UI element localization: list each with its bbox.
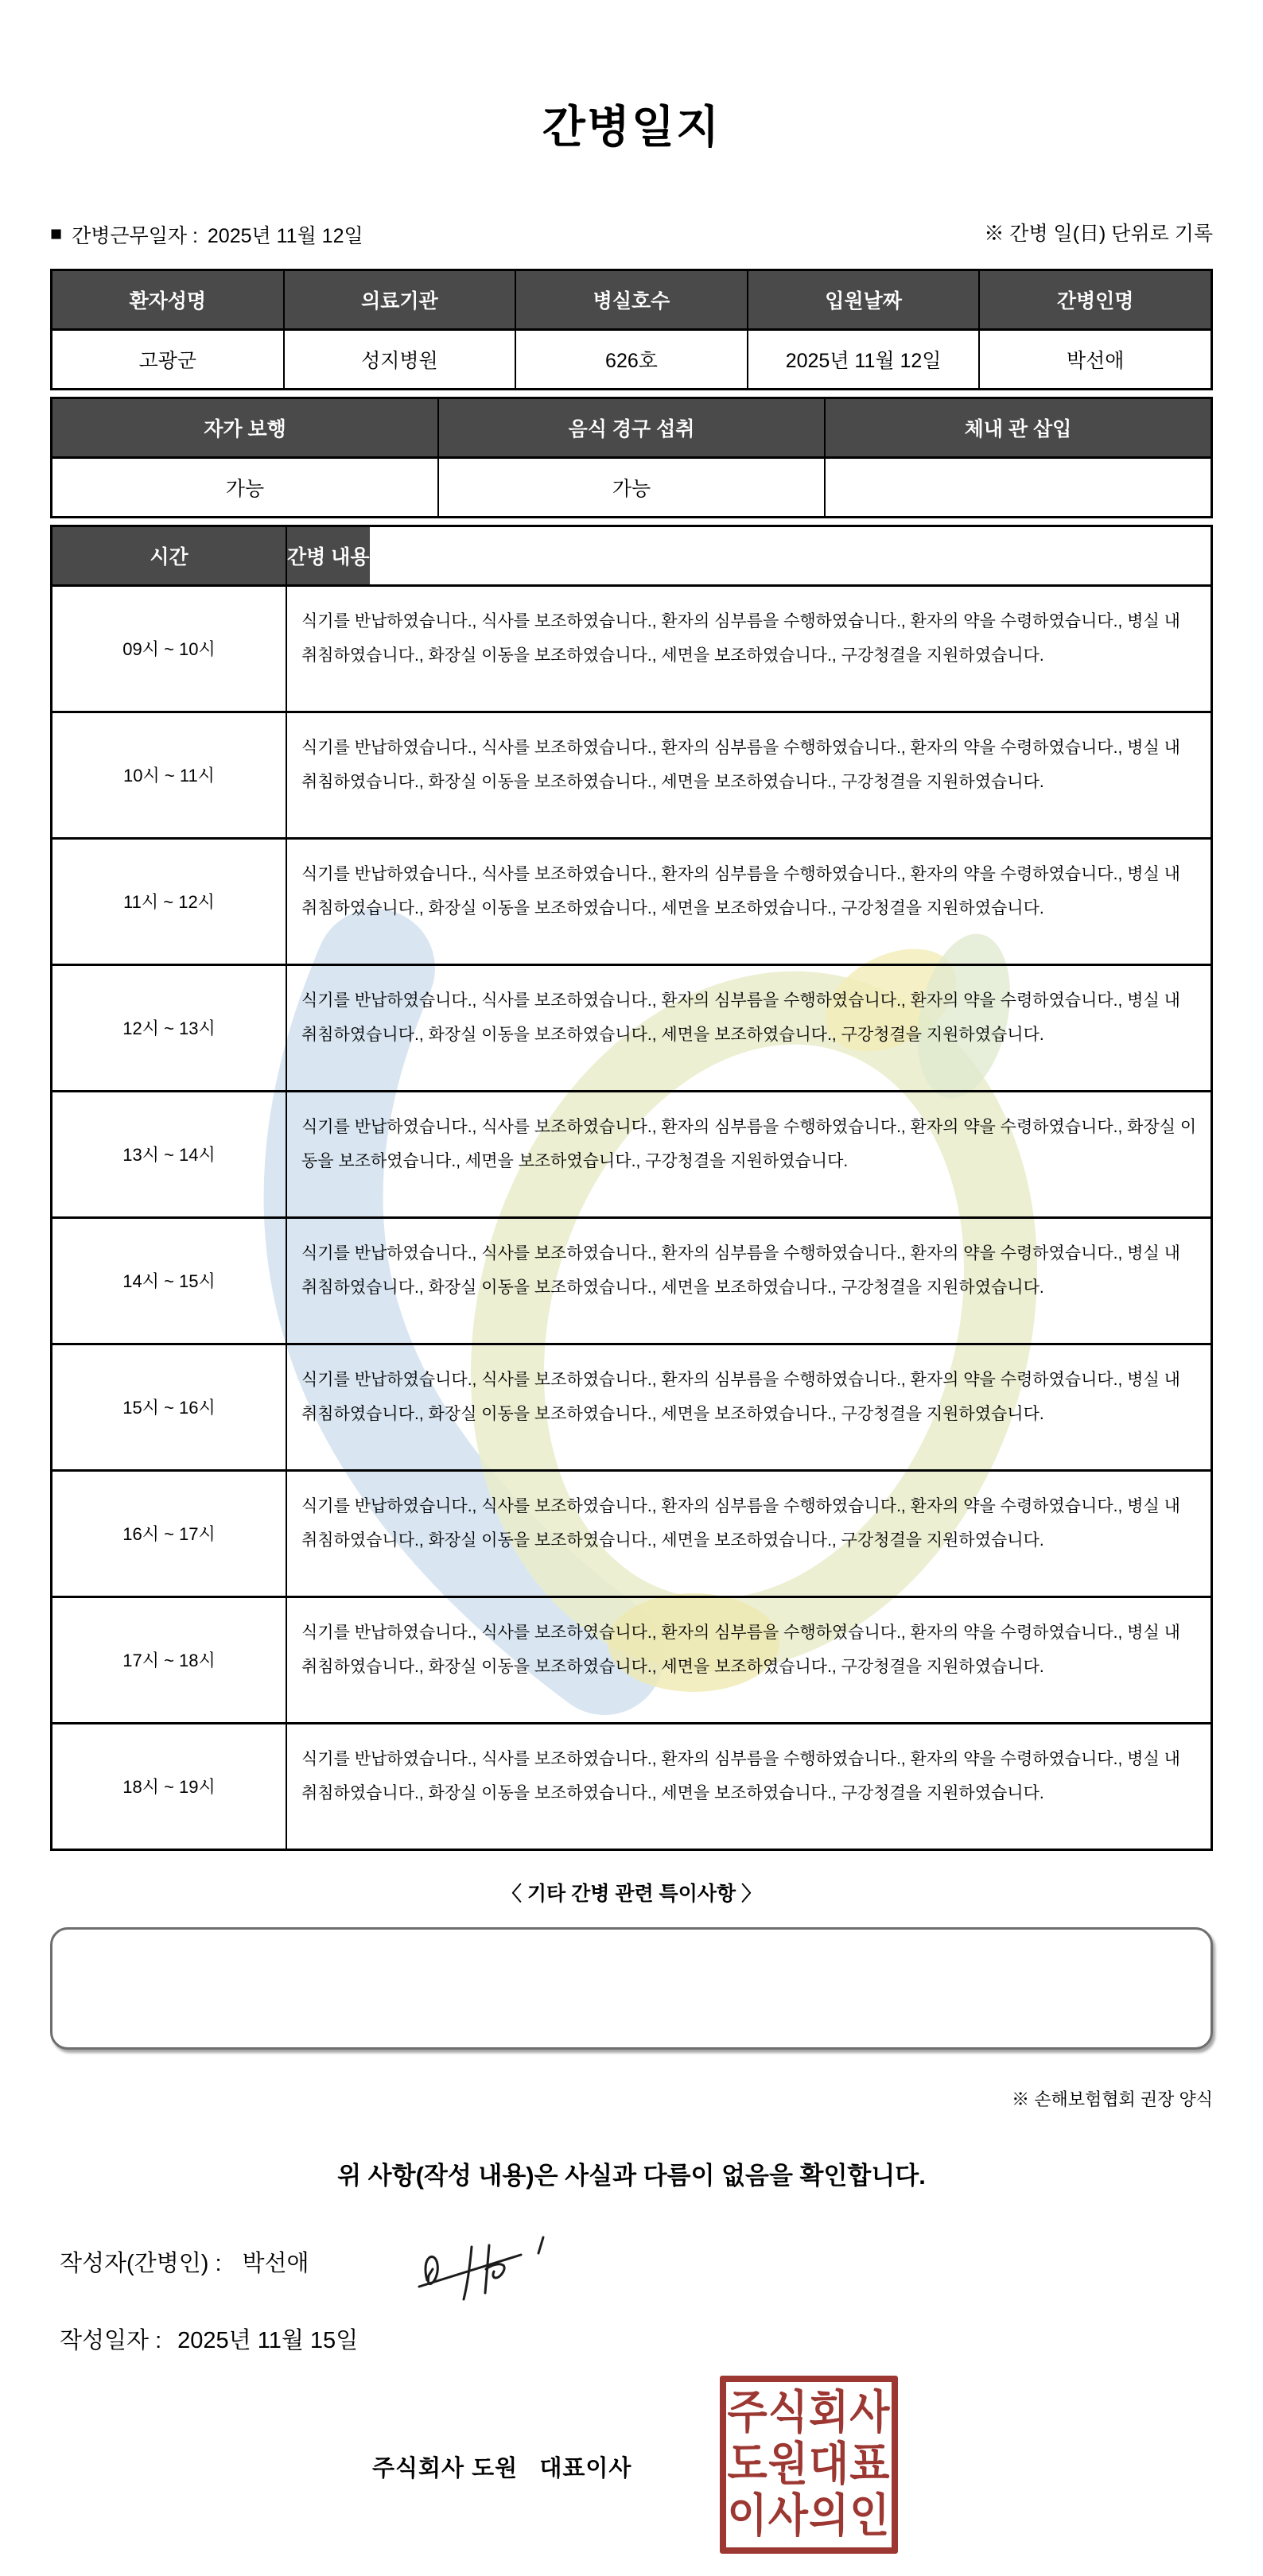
page-title: 간병일지 — [542, 102, 721, 152]
write-date-line — [50, 2322, 1213, 2355]
square-bullet-icon: ■ — [50, 223, 63, 245]
care-table-header-row — [52, 527, 1211, 584]
care-content-cell: 식기를 반납하였습니다., 식사를 보조하였습니다., 환자의 심부름을 수행하였습니다., 환자의 약을 수령하였습니다., 화장실 이동을 보조하였습니다., 세면을 보조하였습니다., 구강청결을 지원하였습니다. — [301, 1117, 1197, 1170]
header-cell-room: 병실호수 — [515, 271, 747, 328]
status-table-value-row — [52, 456, 1211, 516]
care-content-cell: 식기를 반납하였습니다., 식사를 보조하였습니다., 환자의 심부름을 수행하였습니다., 환자의 약을 수령하였습니다., 병실 내 취침하였습니다., 화장실 이동을 보조하였습니다., 세면을 보조하였습니다., 구강청결을 지원하였습니다. — [301, 738, 1180, 791]
unit-note: ※ 간병 일(日) 단위로 기록 — [984, 223, 1213, 245]
table-row — [52, 1090, 1211, 1216]
time-cell: 17시 ~ 18시 — [52, 1598, 287, 1722]
write-date-value: 2025년 11월 15일 — [177, 2327, 359, 2353]
care-content-cell: 식기를 반납하였습니다., 식사를 보조하였습니다., 환자의 심부름을 수행하였습니다., 환자의 약을 수령하였습니다., 병실 내 취침하였습니다., 화장실 이동을 보조하였습니다., 세면을 보조하였습니다., 구강청결을 지원하였습니다. — [301, 864, 1180, 918]
stamp-text-line: 도원대표 — [727, 2438, 891, 2490]
insurance-form-note: ※ 손해보험협회 권장 양식 — [1012, 2089, 1213, 2109]
table-row — [52, 1722, 1211, 1849]
table-row — [52, 1469, 1211, 1596]
writer-line — [50, 2245, 1213, 2278]
stamp-text-line: 이사의인 — [727, 2490, 891, 2542]
write-date-label: 작성일자 : — [60, 2327, 162, 2353]
table-row — [52, 1216, 1211, 1343]
corporate-seal-stamp — [720, 2376, 898, 2554]
patient-table-header-row — [52, 271, 1211, 328]
header-cell-care-content: 간병 내용 — [287, 527, 370, 584]
value-cell-oral-intake: 가능 — [437, 459, 824, 516]
value-cell-tube-insertion — [824, 459, 1211, 516]
time-cell: 16시 ~ 17시 — [52, 1472, 287, 1596]
patient-info-table — [50, 269, 1213, 390]
care-content-cell: 식기를 반납하였습니다., 식사를 보조하였습니다., 환자의 심부름을 수행하였습니다., 환자의 약을 수령하였습니다., 병실 내 취침하였습니다., 화장실 이동을 보조하였습니다., 세면을 보조하였습니다., 구강청결을 지원하였습니다. — [301, 1370, 1180, 1423]
header-cell-time: 시간 — [52, 527, 287, 584]
time-cell: 10시 ~ 11시 — [52, 713, 287, 837]
value-cell-self-walking: 가능 — [225, 477, 265, 500]
special-notes-box — [50, 1927, 1213, 2050]
time-cell: 14시 ~ 15시 — [52, 1219, 287, 1343]
table-row — [52, 1596, 1211, 1722]
header-cell-oral-intake: 음식 경구 섭취 — [437, 399, 824, 456]
care-log-table — [50, 525, 1213, 1851]
company-ceo-label: 주식회사 도원 대표이사 — [372, 2455, 632, 2481]
care-content-cell: 식기를 반납하였습니다., 식사를 보조하였습니다., 환자의 심부름을 수행하였습니다., 환자의 약을 수령하였습니다., 병실 내 취침하였습니다., 화장실 이동을 보조하였습니다., 세면을 보조하였습니다., 구강청결을 지원하였습니다. — [301, 1496, 1180, 1550]
header-cell-admission-date: 입원날짜 — [747, 271, 979, 328]
time-cell: 12시 ~ 13시 — [52, 966, 287, 1090]
table-row — [52, 964, 1211, 1090]
care-content-cell: 식기를 반납하였습니다., 식사를 보조하였습니다., 환자의 심부름을 수행하였습니다., 환자의 약을 수령하였습니다., 병실 내 취침하였습니다., 화장실 이동을 보조하였습니다., 세면을 보조하였습니다., 구강청결을 지원하였습니다. — [301, 1623, 1180, 1676]
care-content-cell: 식기를 반납하였습니다., 식사를 보조하였습니다., 환자의 심부름을 수행하였습니다., 환자의 약을 수령하였습니다., 병실 내 취침하였습니다., 화장실 이동을 보조하였습니다., 세면을 보조하였습니다., 구강청결을 지원하였습니다. — [301, 991, 1180, 1044]
work-date-line — [50, 220, 363, 249]
value-cell-patient-name: 고광군 — [138, 349, 197, 372]
work-date-value: 2025년 11월 12일 — [207, 224, 363, 247]
special-notes-caption: 〈 기타 간병 관련 특이사항 〉 — [501, 1882, 762, 1905]
time-cell: 15시 ~ 16시 — [52, 1345, 287, 1469]
header-cell-self-walking: 자가 보행 — [52, 399, 437, 456]
value-cell-caregiver: 박선애 — [978, 331, 1211, 388]
header-cell-patient-name: 환자성명 — [52, 271, 283, 328]
header-cell-tube-insertion: 체내 관 삽입 — [824, 399, 1211, 456]
meta-row — [50, 218, 1213, 249]
work-date-label: 간병근무일자 : — [72, 224, 198, 247]
value-cell-room: 626호 — [515, 331, 747, 388]
care-content-cell: 식기를 반납하였습니다., 식사를 보조하였습니다., 환자의 심부름을 수행하였습니다., 환자의 약을 수령하였습니다., 병실 내 취침하였습니다., 화장실 이동을 보조하였습니다., 세면을 보조하였습니다., 구강청결을 지원하였습니다. — [301, 1749, 1180, 1802]
header-cell-hospital: 의료기관 — [283, 271, 515, 328]
value-cell-admission-date: 2025년 11월 12일 — [747, 331, 979, 388]
header-cell-caregiver: 간병인명 — [978, 271, 1211, 328]
table-row — [52, 837, 1211, 964]
table-row — [52, 584, 1211, 711]
writer-name: 박선애 — [242, 2250, 309, 2276]
table-row — [52, 711, 1211, 837]
table-row — [52, 1343, 1211, 1469]
time-cell: 09시 ~ 10시 — [52, 587, 287, 711]
care-content-cell: 식기를 반납하였습니다., 식사를 보조하였습니다., 환자의 심부름을 수행하였습니다., 환자의 약을 수령하였습니다., 병실 내 취침하였습니다., 화장실 이동을 보조하였습니다., 세면을 보조하였습니다., 구강청결을 지원하였습니다. — [301, 611, 1180, 665]
care-content-cell: 식기를 반납하였습니다., 식사를 보조하였습니다., 환자의 심부름을 수행하였습니다., 환자의 약을 수령하였습니다., 병실 내 취침하였습니다., 화장실 이동을 보조하였습니다., 세면을 보조하였습니다., 구강청결을 지원하였습니다. — [301, 1243, 1180, 1297]
company-seal-block — [50, 2371, 1213, 2570]
time-cell: 18시 ~ 19시 — [52, 1724, 287, 1849]
patient-table-value-row — [52, 328, 1211, 388]
time-cell: 13시 ~ 14시 — [52, 1092, 287, 1216]
stamp-text-line: 주식회사 — [727, 2387, 891, 2438]
patient-status-table — [50, 397, 1213, 518]
confirmation-statement: 위 사항(작성 내용)은 사실과 다름이 없음을 확인합니다. — [337, 2161, 926, 2190]
writer-label: 작성자(간병인) : — [60, 2250, 222, 2276]
value-cell-hospital: 성지병원 — [283, 331, 515, 388]
time-cell: 11시 ~ 12시 — [52, 840, 287, 964]
signature-handwriting — [416, 2234, 615, 2314]
status-table-header-row — [52, 399, 1211, 456]
